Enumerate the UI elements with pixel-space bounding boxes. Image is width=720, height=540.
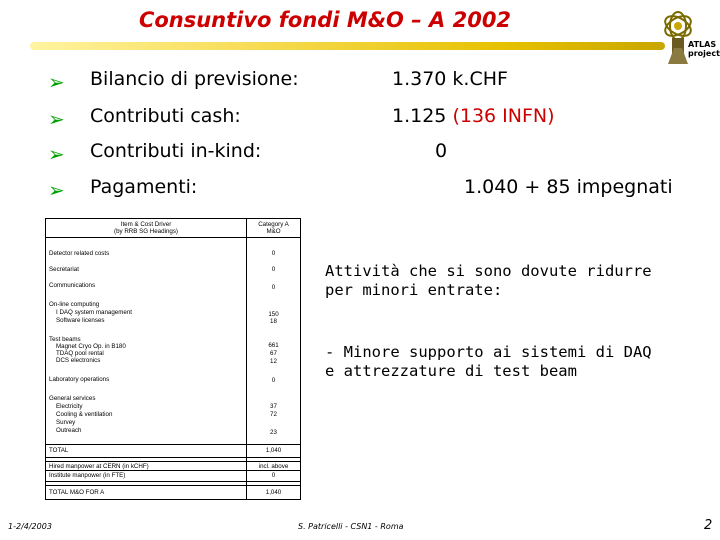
table-row-label: TDAQ pool rental xyxy=(56,350,104,357)
slide-title: Consuntivo fondi M&O – A 2002 xyxy=(138,8,512,32)
cost-table xyxy=(45,218,301,500)
table-header-line: M&O xyxy=(266,228,281,235)
table-row-value: 0 xyxy=(271,472,276,479)
table-row-label: DCS electronics xyxy=(56,357,101,364)
bullet-payments xyxy=(48,176,708,206)
table-row-value: 150 xyxy=(268,311,279,318)
arrow-bullet-icon: ➢ xyxy=(48,142,65,166)
table-divider xyxy=(46,444,300,445)
footer-author: S. Patricelli - CSN1 - Roma xyxy=(298,522,404,531)
table-header-line: Category A xyxy=(258,221,289,228)
table-row-label: Secretariat xyxy=(49,266,79,273)
table-row-label: Outreach xyxy=(56,427,82,434)
note-daq-support xyxy=(325,343,715,381)
table-header-line: (by RRB SG Headings) xyxy=(114,228,178,235)
table-header-line: Item & Cost Driver xyxy=(120,221,172,228)
note-line: - Minore supporto ai sistemi di DAQ xyxy=(325,343,652,361)
table-row-value: 0 xyxy=(271,284,276,291)
table-row-value: 18 xyxy=(270,318,277,325)
arrow-bullet-icon: ➢ xyxy=(48,70,65,94)
table-row-label: Laboratory operations xyxy=(49,376,110,383)
note-line: Attività che si sono dovute ridurre xyxy=(325,262,652,280)
table-row-label: Magnet Cryo Op. in B180 xyxy=(56,343,126,350)
table-row-label: Electricity xyxy=(56,403,83,410)
table-row-value: 1,040 xyxy=(265,489,282,496)
bullet-value: 1.125 xyxy=(392,105,453,127)
bullet-value: 1.370 k.CHF xyxy=(392,68,508,90)
logo-word-project: project xyxy=(688,49,720,58)
bullet-label: Contributi cash: xyxy=(90,105,241,127)
table-row-value: 23 xyxy=(270,429,277,436)
table-row-value: 0 xyxy=(271,377,276,384)
table-row-value: 661 xyxy=(268,342,279,349)
bullet-value: 0 xyxy=(435,140,448,162)
bullet-value: 1.040 + 85 impegnati xyxy=(464,176,673,198)
table-divider xyxy=(46,237,300,238)
table-row-label: TOTAL M&O FOR A xyxy=(49,489,105,496)
bullet-label: Contributi in-kind: xyxy=(90,140,262,162)
arrow-bullet-icon: ➢ xyxy=(48,107,65,131)
table-row-label: Survey xyxy=(56,419,76,426)
bullet-budget xyxy=(48,68,708,98)
table-divider xyxy=(46,470,300,471)
bullet-cash xyxy=(48,105,708,135)
bullet-value-extra: (136 INFN) xyxy=(452,105,555,127)
table-row-value: 12 xyxy=(270,358,277,365)
table-row-value: 1,040 xyxy=(265,447,282,454)
table-row-label: On-line computing xyxy=(49,301,100,308)
table-row-label: Cooling & ventilation xyxy=(56,411,113,418)
bullet-inkind xyxy=(48,140,708,170)
table-row-label: Hired manpower at CERN (in kCHF) xyxy=(49,463,149,470)
note-reduced-activities xyxy=(325,262,715,300)
table-divider xyxy=(46,457,300,462)
table-row-value: 37 xyxy=(270,403,277,410)
page-number: 2 xyxy=(704,518,713,533)
note-line: e attrezzature di test beam xyxy=(325,362,577,380)
table-header-left xyxy=(46,221,246,235)
table-row-label: Software licenses xyxy=(56,317,105,324)
arrow-bullet-icon: ➢ xyxy=(48,178,65,202)
table-header-right xyxy=(247,221,300,235)
footer-date: 1-2/4/2003 xyxy=(8,522,52,531)
bullet-label: Bilancio di previsione: xyxy=(90,68,299,90)
table-row-label: General services xyxy=(49,395,96,402)
logo-word-atlas: ATLAS xyxy=(688,40,717,49)
table-row-label: Communications xyxy=(49,282,96,289)
table-row-value: 72 xyxy=(270,411,277,418)
note-line: per minori entrate: xyxy=(325,281,503,299)
table-row-label: Institute manpower (in FTE) xyxy=(49,472,126,479)
table-row-label: I DAQ system management xyxy=(56,309,132,316)
table-divider xyxy=(46,481,300,486)
table-row-value: 0 xyxy=(271,266,276,273)
table-row-value: 0 xyxy=(271,250,276,257)
table-row-value: 67 xyxy=(270,350,277,357)
title-underline xyxy=(30,42,665,50)
logo-text xyxy=(688,40,720,58)
table-row-label: Detector related costs xyxy=(49,250,110,257)
bullet-value-group xyxy=(392,105,555,127)
table-row-label: Test beams xyxy=(49,336,81,343)
bullet-label: Pagamenti: xyxy=(90,176,198,198)
table-row-value: incl. above xyxy=(258,463,289,470)
table-row-label: TOTAL xyxy=(49,447,69,454)
